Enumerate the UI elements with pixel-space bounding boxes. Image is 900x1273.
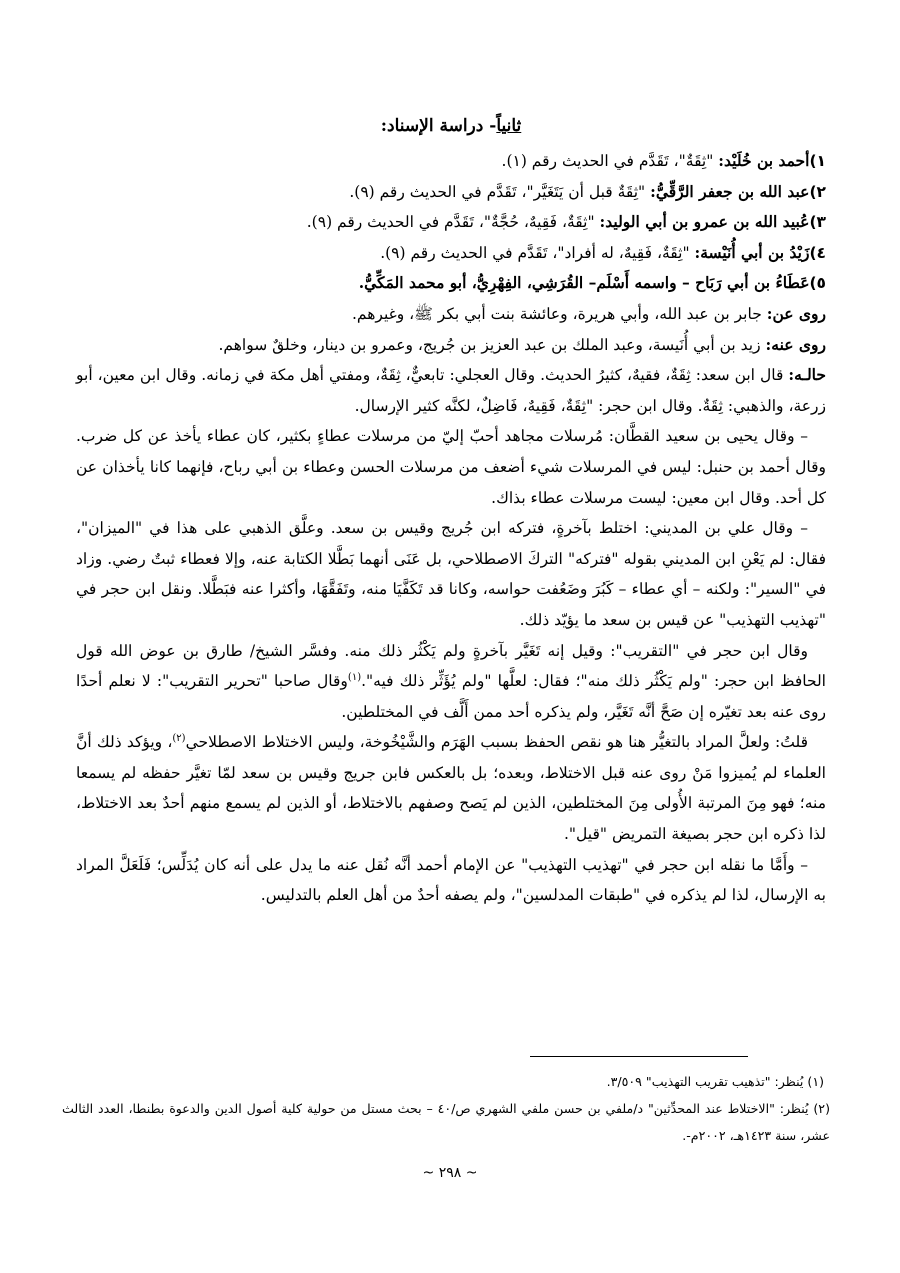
narrator-entry bbox=[76, 207, 826, 238]
narrator-entry bbox=[76, 146, 826, 177]
rawa-anhu-text: زيد بن أبي أُنَيسة، وعبد الملك بن عبد العزيز بن جُريج، وعمرو بن دينار، وخلقٌ سواهم. bbox=[218, 335, 766, 354]
rawa-an-paragraph bbox=[76, 299, 826, 330]
narrator-entry bbox=[76, 177, 826, 208]
footnote-2: (٢) يُنظر: "الاختلاط عند المحدِّثين" د/ملفي بن حسن ملفي الشهري ص/٤٠ – بحث مستل من حولية كلية أصول الدين والدعوة بطنطا، العدد الثالث عشر، سنة ١٤٢٣هـ، ٢٠٠٢م-. bbox=[62, 1101, 830, 1143]
narrator-name: عبد الله بن جعفر الرَّقِّيُّ: bbox=[650, 181, 810, 201]
taqrib-text-start: وقال ابن حجر في "التقريب": وقيل إنه تَغَيَّر بآخرةٍ ولم يَكْثُر ذلك منه. وفسَّر الشيخ/ طارق بن عوض الله قول الحافظ ابن حجر: "ولم يَكْثُر ذلك منه"؛ فقال: لعلَّها "ولم يُؤَثِّر ذلك فيه". bbox=[76, 641, 826, 691]
narrator-entry bbox=[76, 238, 826, 269]
narrator-grade: "ثِقَةٌ، فَقِيهٌ، له أفراد"، تَقَدَّم في الحديث رقم (٩). bbox=[380, 243, 695, 262]
body-paragraph: – وقال يحيى بن سعيد القطَّان: مُرسلات مجاهد أحبّ إليّ من مرسلات عطاءٍ بكثير، كان عطاء يأخذ عن كل ضرب. وقال أحمد بن حنبل: ليس في المرسلات شيء أضعف من مرسلات الحسن وعطاء بن أبي رباح، فإنهما كانا يأخذان عن كل أحد. وقال ابن معين: ليست مرسلات عطاء بذاك. bbox=[76, 427, 826, 507]
narrator-name: زَيْدُ بن أبي أُنَيْسة: bbox=[694, 242, 810, 262]
body-paragraph: – وأَمَّا ما نقله ابن حجر في "تهذيب التهذيب" عن الإمام أحمد أنَّه نُقل عنه ما يدل على أنه كان يُدَلِّس؛ فَلَعَلَّ المراد به الإرسال، لذا لم يذكره في "طبقات المدلسين"، ولم يصفه أحدٌ من أهل العلم بالتدليس. bbox=[76, 855, 826, 905]
haluhu-paragraph bbox=[76, 360, 826, 421]
taqrib-text-end: وقال صاحبا "تحرير التقريب": لا نعلم أحدًا روى عنه بعد تغيّره إن صَحَّ أنَّه تَغَيَّر، ولم يذكره أحد ممن أَلَّف في المختلطين. bbox=[76, 672, 826, 721]
section-heading-rest: - دراسة الإسناد: bbox=[380, 116, 497, 136]
narrator-name: أحمد بن خُلَيْد: bbox=[718, 151, 810, 170]
document-body bbox=[76, 112, 826, 911]
qultu-text-end: ، ويؤكد ذلك أنَّ العلماء لم يُميزوا مَنْ روى عنه قبل الاختلاط، وبعده؛ بل بالعكس فابن جريج وقيس بن سعد لمّا تغيَّر حفظه لم يسمعا منه؛ فهو مِنَ المرتبة الأُولى مِنَ المختلطين، الذين لم يَصح وصفهم بالاختلاط، أو الذين لم يسمع منهم أحدٌ بعد الاختلاط، لذا ذكره ابن حجر بصيغة التمريض "قيل". bbox=[76, 733, 826, 844]
taqrib-paragraph bbox=[76, 636, 826, 728]
narrator-number: ٤) bbox=[809, 243, 826, 262]
footnotes bbox=[62, 1068, 830, 1149]
footnote-1: (١) يُنظر: "تذهيب تقريب التهذيب" ٣/٥٠٩. bbox=[606, 1074, 824, 1089]
narrator-grade: "ثِقَةٌ، فَقِيهٌ، حُجَّةٌ"، تَقَدَّم في الحديث رقم (٩). bbox=[306, 213, 600, 232]
narrator-grade: "ثِقَةٌ"، تَقَدَّم في الحديث رقم (١). bbox=[501, 152, 719, 170]
narrator-number: ١) bbox=[809, 152, 826, 170]
qultu-text-start: ولعلَّ المراد بالتغيُّر هنا هو نقص الحفظ بسبب الهَرَم والشَّيْخُوخة، وليس الاختلاط الاصطلاحي bbox=[185, 733, 776, 752]
rawa-an-text: جابر بن عبد الله، وأبي هريرة، وعائشة بنت أبي بكر ﷺ، وغيرهم. bbox=[351, 304, 767, 323]
narrator-name: عَطَاءُ بن أبي رَبَاح – واسمه أَسْلَم– القُرَشِي، الفِهْرِيُّ، أبو محمد المَكِّيُّ. bbox=[358, 273, 810, 293]
footnote-separator bbox=[530, 1056, 748, 1057]
narrator-grade: "ثِقَةٌ قبل أن يَتَغَيَّر"، تَقَدَّم في الحديث رقم (٩). bbox=[349, 182, 651, 201]
rawa-anhu-label: روى عنه: bbox=[765, 334, 826, 354]
narrator-number: ٣) bbox=[809, 213, 826, 232]
narrator-number: ٥) bbox=[809, 274, 826, 293]
page-number: ~ ٢٩٨ ~ bbox=[422, 1165, 478, 1181]
narrator-number: ٢) bbox=[809, 182, 826, 201]
footnote-ref-1: (١) bbox=[347, 671, 362, 683]
haluhu-label: حالـه: bbox=[788, 365, 826, 385]
footnote-ref-2: (٢) bbox=[172, 733, 186, 745]
section-heading-title: ثانياً bbox=[496, 116, 522, 136]
qultu-label: قلتُ: bbox=[775, 733, 808, 752]
rawa-an-label: روى عن: bbox=[766, 303, 826, 323]
section-heading bbox=[76, 112, 826, 140]
narrator-entry bbox=[76, 268, 826, 299]
rawa-anhu-paragraph bbox=[76, 330, 826, 361]
haluhu-text: قال ابن سعد: ثِقَةٌ، فقيهٌ، كثيرُ الحديث. وقال العجلي: تابعيٌّ، ثِقَةٌ، ومفتي أهل مكة في زمانه. وقال ابن معين، أبو زرعة، والذهبي: ثِقَةٌ. وقال ابن حجر: "ثِقَةٌ، فَقِيهٌ، فَاضِلٌ، لكنَّه كثير الإرسال. bbox=[76, 366, 826, 415]
qultu-paragraph bbox=[76, 727, 826, 849]
body-paragraph: – وقال علي بن المديني: اختلط بآخرةٍ، فتركه ابن جُريج وقيس بن سعد. وعلَّق الذهبي على هذا في "الميزان"، فقال: لم يَعْنِ ابن المديني بقوله "فتركه" التركَ الاصطلاحي، بل عَنَى أنهما بَطَّلا الكتابة عنه، وإلا فعطاء ثبتٌ رضي. وزاد في "السير": ولكنه – أي عطاء – كَبُرَ وضَعُفت حواسه، وكانا قد تَكَفَّيَا منه، وتَفَقَّهَا، وأكثرا عنه فبَطَّلا. ونقل ابن حجر في "تهذيب التهذيب" عن قيس بن سعد ما يؤيّد ذلك. bbox=[76, 519, 826, 629]
narrator-name: عُبيد الله بن عمرو بن أبي الوليد: bbox=[599, 212, 810, 232]
